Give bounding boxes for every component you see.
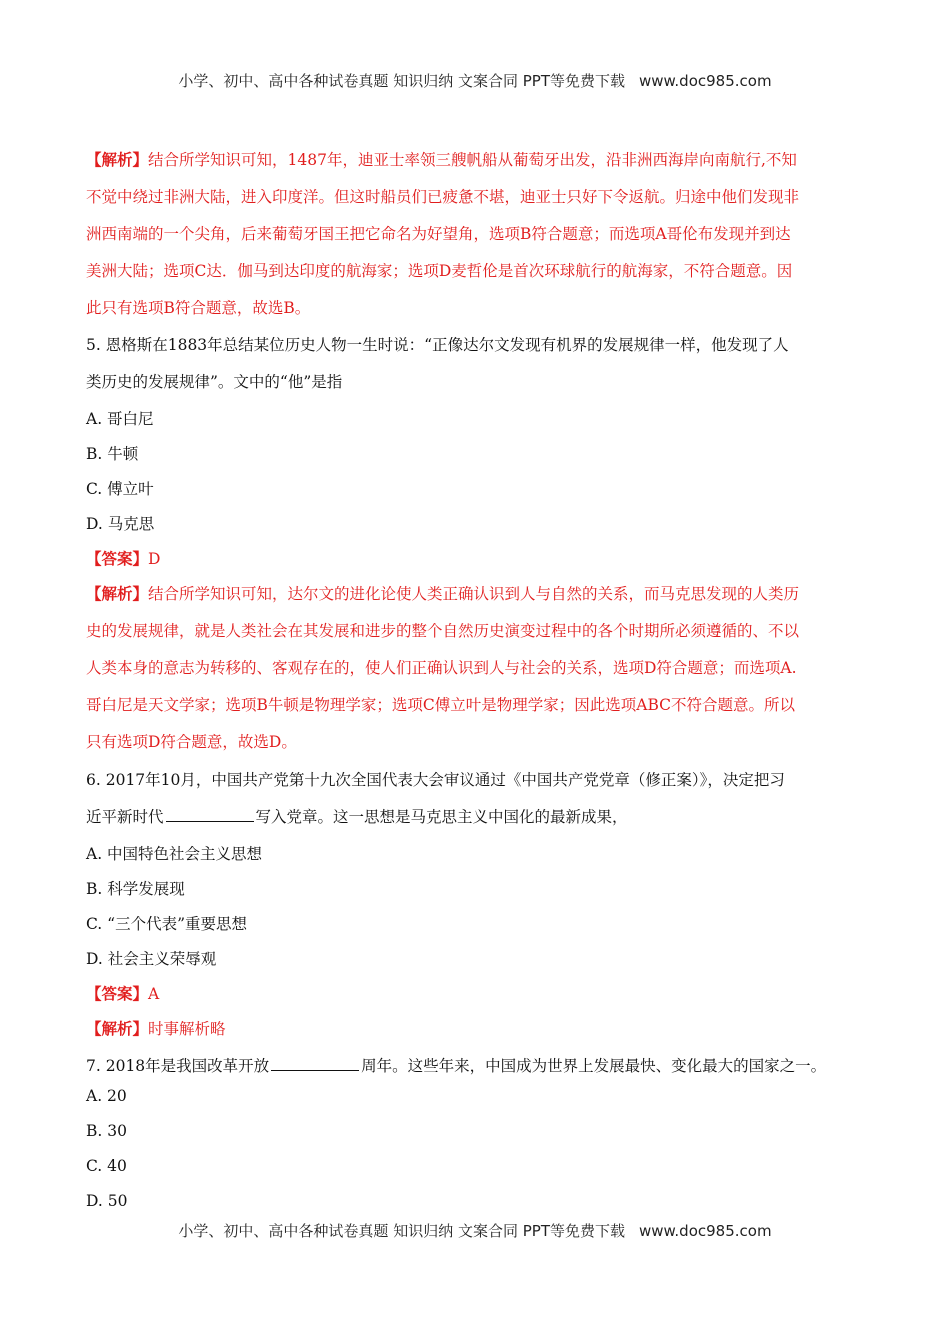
q6-stem-line-2: 近平新时代 写入党章。这一思想是马克思主义中国化的最新成果，: [86, 808, 628, 826]
q4-analysis-line-5: 此只有选项B符合题意，故选B。: [86, 299, 311, 317]
q6-analysis-tag: 【解析】: [86, 1019, 149, 1038]
q5-analysis-line-4: 哥白尼是天文学家；选项B牛顿是物理学家；选项C傅立叶是物理学家；因此选项ABC不符合题意。所以: [86, 696, 795, 714]
q5-stem-line-2: 类历史的发展规律”。文中的“他”是指: [86, 373, 343, 391]
page-footer: [0, 1220, 950, 1241]
header-text: 小学、初中、高中各种试卷真题 知识归纳 文案合同 PPT等免费下载: [178, 72, 625, 90]
q5-answer: [86, 547, 876, 569]
q5-answer-tag: 【答案】: [86, 549, 149, 568]
q6-analysis: 【解析】时事解析略: [86, 1019, 226, 1038]
q5-stem-line-1: 5. 恩格斯在1883年总结某位历史人物一生时说：“正像达尔文发现有机界的发展规律一样，他发现了人: [86, 336, 789, 354]
q5-option-c: C. 傅立叶: [86, 480, 154, 498]
q7-blank: [271, 1056, 359, 1071]
header-site-link[interactable]: www.doc985.com: [638, 72, 772, 90]
q5-option-a: A. 哥白尼: [86, 410, 154, 428]
page-header: [0, 70, 950, 91]
q7-option-c: C. 40: [86, 1157, 127, 1175]
q6-stem-line-1: 6. 2017年10月，中国共产党第十九次全国代表大会审议通过《中国共产党党章（修正案）》，决定把习: [86, 771, 785, 789]
q6-answer: [86, 982, 876, 1004]
q5-analysis-line-2: 史的发展规律，就是人类社会在其发展和进步的整个自然历史演变过程中的各个时期所必须遵循的、不以: [86, 622, 800, 640]
q6-answer-tag: 【答案】: [86, 984, 149, 1003]
q5-analysis-line-1: 【解析】结合所学知识可知，达尔文的进化论使人类正确认识到人与自然的关系，而马克思发现的人类历: [86, 584, 800, 603]
q6-option-a: A. 中国特色社会主义思想: [86, 845, 263, 863]
q5-answer-value: D: [148, 550, 161, 568]
q6-blank: [166, 807, 254, 822]
q7-option-b: B. 30: [86, 1122, 127, 1140]
q7-option-a: A. 20: [86, 1087, 127, 1105]
q4-analysis-tag: 【解析】: [86, 150, 149, 169]
q4-analysis-line-1: 【解析】结合所学知识可知，1487年，迪亚士率领三艘帆船从葡萄牙出发，沿非洲西海岸向南航行,不知: [86, 150, 797, 169]
footer-site-link[interactable]: www.doc985.com: [638, 1222, 772, 1240]
q6-answer-value: A: [148, 985, 160, 1003]
q4-analysis-line-2: 不觉中绕过非洲大陆，进入印度洋。但这时船员们已疲惫不堪，迪亚士只好下令返航。归途中他们发现非: [86, 188, 800, 206]
q7-option-d: D. 50: [86, 1192, 128, 1210]
q7-stem: 7. 2018年是我国改革开放 周年。这些年来，中国成为世界上发展最快、变化最大的国家之一。: [86, 1057, 827, 1075]
q5-analysis-tag: 【解析】: [86, 584, 149, 603]
q5-option-b: B. 牛顿: [86, 445, 139, 463]
q6-option-b: B. 科学发展现: [86, 880, 185, 898]
q4-analysis-line-3: 洲西南端的一个尖角，后来葡萄牙国王把它命名为好望角，选项B符合题意；而选项A哥伦布发现并到达: [86, 225, 791, 243]
q4-analysis-line-4: 美洲大陆；选项C达．伽马到达印度的航海家；选项D麦哲伦是首次环球航行的航海家，不符合题意。因: [86, 262, 793, 280]
q6-option-c: C. “三个代表”重要思想: [86, 915, 248, 933]
footer-text: 小学、初中、高中各种试卷真题 知识归纳 文案合同 PPT等免费下载: [178, 1222, 625, 1240]
q5-option-d: D. 马克思: [86, 515, 155, 533]
q5-analysis-line-5: 只有选项D符合题意，故选D。: [86, 733, 297, 751]
q6-option-d: D. 社会主义荣辱观: [86, 950, 217, 968]
q5-analysis-line-3: 人类本身的意志为转移的、客观存在的，使人们正确认识到人与社会的关系，选项D符合题意；而选项A.: [86, 659, 797, 677]
